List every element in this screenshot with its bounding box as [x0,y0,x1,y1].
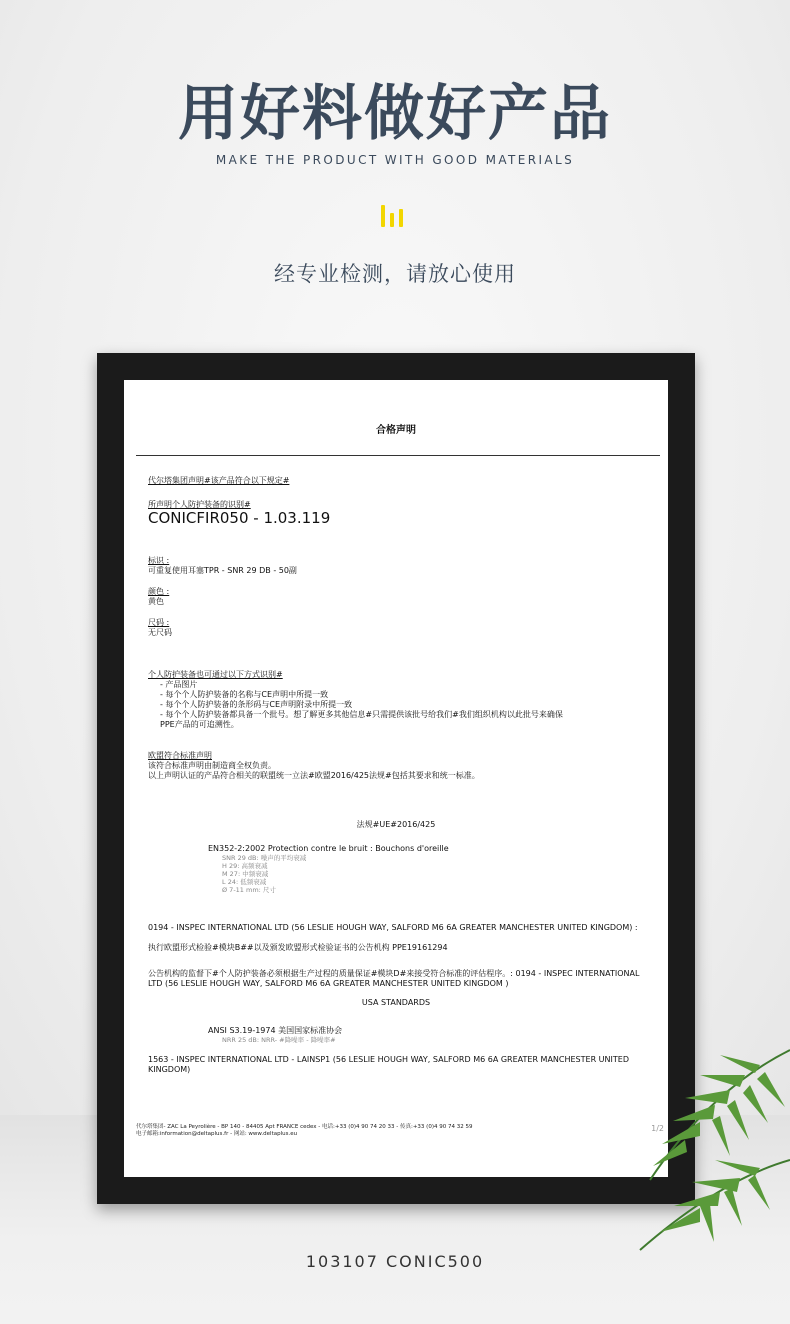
ansi-detail: NRR 25 dB: NRR- #降噪率 - 降噪率# [222,1036,336,1044]
eu-label: 欧盟符合标准声明 [148,751,212,760]
alt-id-item: - 产品图片 [160,680,198,689]
footer-line: 代尔塔集团- ZAC La Peyrolière - BP 140 - 84405 Apt FRANCE cedex - 电话:+33 (0)4 90 74 20 33 - 传真:+33 (0)4 90 74 32 59 [136,1124,473,1130]
surveillance-text: 公告机构的监督下#个人防护装备必须根据生产过程的质量保证#模块D#来接受符合标准的评估程序。: 0194 - INSPEC INTERNATIONAL LTD (56 LESLIE HOUGH WAY, SALFORD M6 6A GREATER MANCHESTER UNITED KINGDOM ) [148,969,640,988]
marking-label: 标识 : [148,556,170,565]
intro-line: 代尔塔集团声明#该产品符合以下规定# [148,476,290,485]
marking-value: 可重复使用耳塞TPR - SNR 29 DB - 50副 [148,566,297,575]
en-standard: EN352-2:2002 Protection contre le bruit : Bouchons d'oreille [208,844,449,853]
eu-line: 该符合标准声明由制造商全权负责。 [148,761,276,770]
id-label: 所声明个人防护装备的识别# [148,500,251,509]
alt-id-item: - 每个个人防护装备都具备一个批号。想了解更多其他信息#只需提供该批号给我们#我们组织机构以此批号来确保 [160,710,563,719]
doc-footer [136,1124,472,1138]
ansi-standard: ANSI S3.19-1974 美国国家标准协会 [208,1026,343,1035]
accent-bars-icon [381,205,411,227]
notified-body-2: 1563 - INSPEC INTERNATIONAL LTD - LAINSP1 (56 LESLIE HOUGH WAY, SALFORD M6 6A GREATER MANCHESTER UNITED KINGDOM) [148,1055,629,1074]
notified-body-1-detail: 执行欧盟形式检验#模块B##以及颁发欧盟形式检验证书的公告机构 PPE19161294 [148,943,448,952]
product-code: 103107 CONIC500 [305,1252,485,1271]
en-detail: Ø 7-11 mm: 尺寸 [222,886,276,894]
alt-id-item: - 每个个人防护装备的条形码与CE声明附录中所提一致 [160,700,353,709]
en-detail: L 24: 低频衰减 [222,878,267,886]
subheadline: MAKE THE PRODUCT WITH GOOD MATERIALS [215,153,575,167]
alt-id-label: 个人防护装备也可通过以下方式识别# [148,670,283,679]
headline: 用好料做好产品 [178,79,612,149]
eu-line: 以上声明认证的产品符合相关的联盟统一立法#欧盟2016/425法规#包括其要求和统一标准。 [148,771,480,780]
color-label: 颜色 : [148,587,170,596]
alt-id-item: - 每个个人防护装备的名称与CE声明中所提一致 [160,690,329,699]
size-value: 无尺码 [148,628,172,637]
size-label: 尺码 : [148,618,170,627]
alt-id-item: PPE产品的可追溯性。 [160,720,239,729]
color-value: 黄色 [148,597,164,606]
usa-heading: USA STANDARDS [361,998,431,1007]
en-detail: H 29: 高频衰减 [222,862,268,870]
page-number: 1/2 [651,1124,664,1133]
doc-title: 合格声明 [376,425,416,436]
regulation: 法规#UE#2016/425 [356,820,436,829]
palm-leaf-decoration [560,1010,790,1270]
tagline: 经专业检测，请放心使用 [274,262,516,286]
id-value: CONICFIR050 - 1.03.119 [148,509,331,527]
en-detail: SNR 29 dB: 噪声的平均衰减 [222,854,307,862]
footer-line: 电子邮箱:information@deltaplus.fr - 网站: www.deltaplus.eu [136,1131,298,1137]
title-divider [136,455,660,456]
notified-body-1: 0194 - INSPEC INTERNATIONAL LTD (56 LESLIE HOUGH WAY, SALFORD M6 6A GREATER MANCHESTER UNITED KINGDOM) : [148,923,638,932]
en-detail: M 27: 中频衰减 [222,870,269,878]
